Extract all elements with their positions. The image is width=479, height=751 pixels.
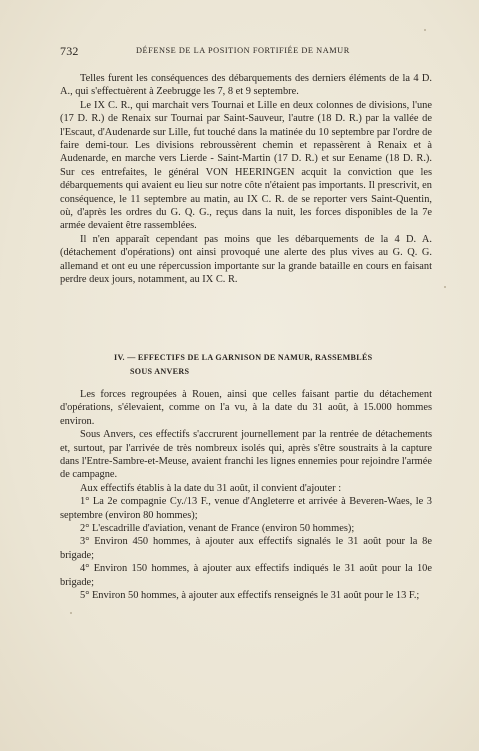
- paragraph: Les forces regroupées à Rouen, ainsi que celles faisant partie du détachement d'opérations, s'élevaient, comme on l'a vu, à la date du 31 août, à 15.000 hommes environ.: [60, 389, 432, 427]
- page-number: 732: [60, 44, 79, 58]
- section-heading: [114, 351, 432, 379]
- list-item: 2° L'escadrille d'aviation, venant de France (environ 50 hommes);: [80, 523, 355, 535]
- paragraph: Aux effectifs établis à la date du 31 août, il convient d'ajouter :: [80, 482, 342, 494]
- list-item: 3° Environ 450 hommes, à ajouter aux effectifs signalés le 31 août pour la 8e brigade;: [60, 536, 432, 561]
- page-header: [60, 44, 432, 58]
- running-title: DÉFENSE DE LA POSITION FORTIFIÉE DE NAMUR: [136, 46, 350, 55]
- text-block-after-heading: [60, 388, 432, 603]
- paragraph: Sous Anvers, ces effectifs s'accrurent journellement par la rentrée de détachements et, surtout, par l'arrivée de très nombreux isolés qui, après s'être soustraits à la capture dans l'Entre-Sambre-et-Meuse, avaient franchi les lignes ennemies pour rejoindre l'armée de campagne.: [60, 429, 432, 481]
- paper-speck: [70, 612, 72, 614]
- list-item: 1° La 2e compagnie Cy./13 F., venue d'Angleterre et arrivée à Beveren-Waes, le 3 septembre (environ 80 hommes);: [60, 496, 432, 521]
- paper-speck: [444, 286, 446, 288]
- section-heading-line: SOUS ANVERS: [130, 367, 190, 376]
- paper-speck: [424, 29, 426, 31]
- paragraph: Il n'en apparaît cependant pas moins que les débarquements de la 4 D. A. (détachement d'opérations) ont ainsi provoqué une alerte des plus vives au G. Q. G. allemand et ont eu une répercussion importante sur la grande bataille en cours en faisant perdre deux jours, notamment, au IX C. R.: [60, 233, 432, 286]
- section-heading-line: IV. — EFFECTIFS DE LA GARNISON DE NAMUR, RASSEMBLÉS: [114, 353, 373, 362]
- paragraph: Telles furent les conséquences des débarquements des derniers éléments de la 4 D. A., qui s'effectuèrent à Zeebrugge les 7, 8 et 9 septembre.: [60, 73, 432, 98]
- text-block-before-heading: [60, 72, 432, 287]
- list-item: 5° Environ 50 hommes, à ajouter aux effectifs renseignés le 31 août pour le 13 F.;: [80, 590, 420, 602]
- paragraph: Le IX C. R., qui marchait vers Tournai et Lille en deux colonnes de divisions, l'une (17 D. R.) de Renaix sur Tournai par Saint-Sauveur, l'autre (18 D. R.) par la vallée de l'Escaut, d'Audenarde sur Lille, fut touché dans la matinée du 10 septembre par l'ordre de faire demi-tour. Les divisions rebroussèrent chemin et repassèrent à Renaix et à Audenarde, en marche vers Lierde - Saint-Martin (17 D. R.) et sur Eename (18 D. R.). Sur ces entrefaites, le général VON HEERINGEN acquit la conviction que les débarquements qui avaient eu lieu sur notre côte n'étaient pas importants. Il prescrivit, en conséquence, le 11 septembre au matin, au IX C. R. de se reporter vers Saint-Quentin, où, d'après les ordres du G. Q. G., reçus dans la nuit, les forces disponibles de la 7e armée devaient être rassemblées.: [60, 99, 432, 232]
- list-item: 4° Environ 150 hommes, à ajouter aux effectifs indiqués le 31 août pour la 10e brigade;: [60, 563, 432, 588]
